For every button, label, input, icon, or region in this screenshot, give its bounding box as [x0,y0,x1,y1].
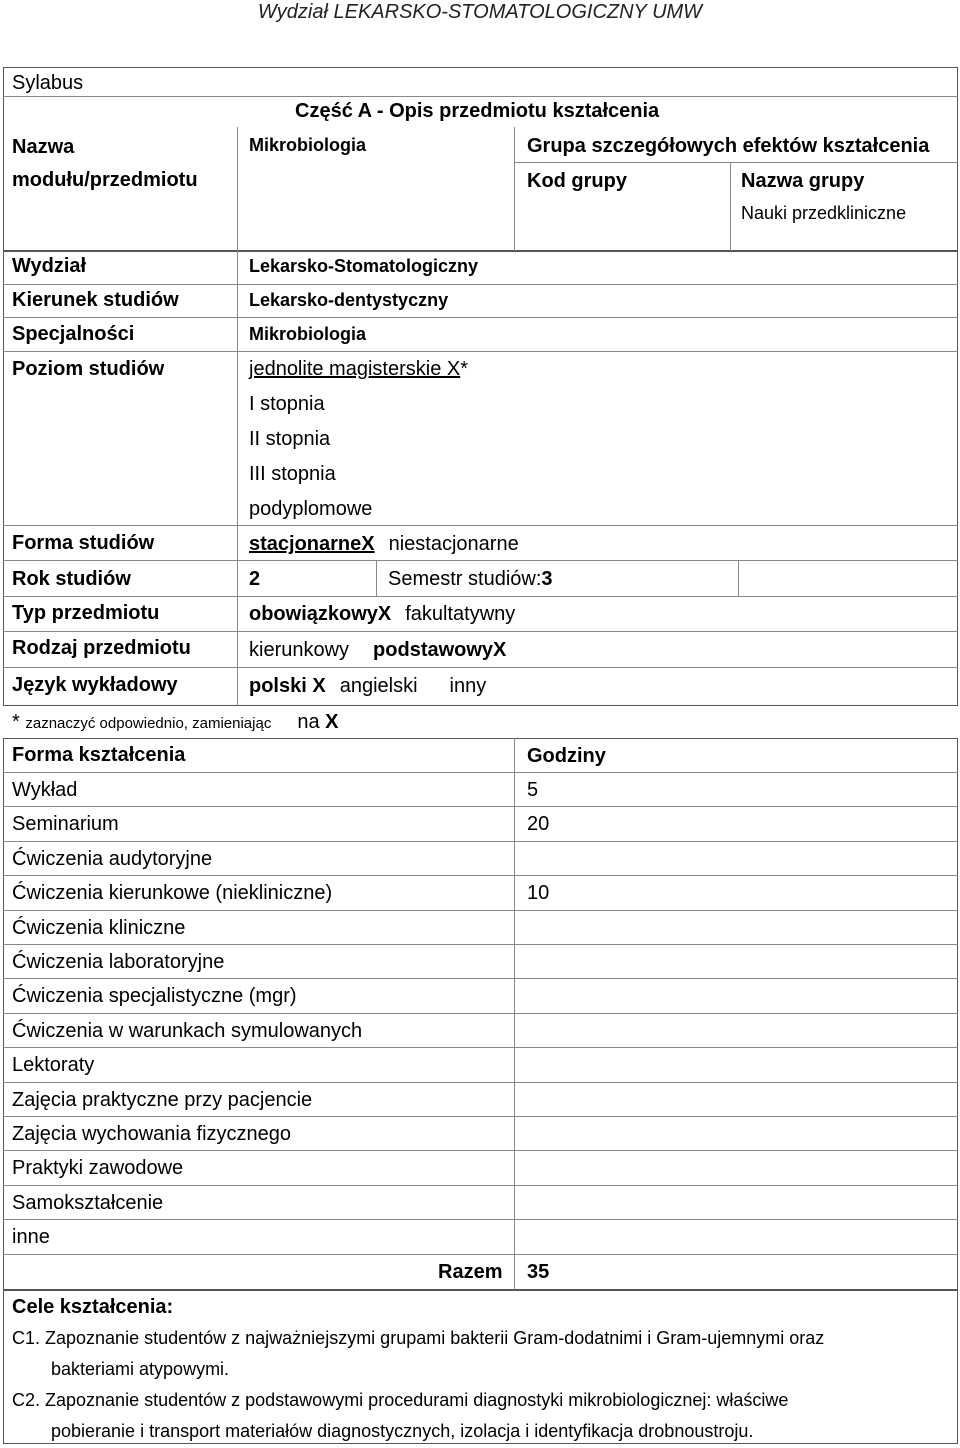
group-code-label: Kod grupy [527,170,627,192]
form-row-hours: 5 [527,779,539,801]
poziom-option: II stopnia [249,428,331,450]
goals-title: Cele kształcenia: [12,1296,174,1318]
form-row-label: Ćwiczenia laboratoryjne [12,951,225,973]
forma-value: stacjonarneX niestacjonarne [249,533,519,555]
form-row-hours: 20 [527,813,550,835]
form-row-label: Ćwiczenia audytoryjne [12,848,213,870]
specjalnosci-label: Specjalności [12,323,135,345]
poziom-option: III stopnia [249,463,336,485]
form-row-label: inne [12,1226,50,1248]
wydzial-label: Wydział [12,255,87,277]
jezyk-label: Język wykładowy [12,674,178,696]
part-title: Część A - Opis przedmiotu kształcenia [295,100,660,122]
total-label: Razem [438,1261,503,1283]
poziom-option: podyplomowe [249,498,373,520]
typ-label: Typ przedmiotu [12,602,160,624]
form-row-label: Ćwiczenia specjalistyczne (mgr) [12,985,297,1007]
group-name-label: Nazwa grupy [741,170,865,192]
marking-note: * zaznaczyć odpowiednio, zamieniając na X [12,711,339,733]
goal-c1: C1. Zapoznanie studentów z najważniejszymi grupami bakterii Gram-dodatnimi i Gram-ujemnymi oraz [12,1328,825,1348]
module-label: Nazwa [12,136,75,158]
forma-label: Forma studiów [12,532,155,554]
rodzaj-value: kierunkowy podstawowyX [249,639,507,661]
form-row-label: Wykład [12,779,78,801]
jezyk-value: polski X angielski inny [249,675,487,697]
forms-header-label: Forma kształcenia [12,744,186,766]
forms-header-hours: Godziny [527,745,606,767]
form-row-label: Praktyki zawodowe [12,1157,184,1179]
kierunek-value: Lekarsko-dentystyczny [249,290,449,310]
poziom-option: I stopnia [249,393,325,415]
form-row-label: Lektoraty [12,1054,95,1076]
rok-label: Rok studiów [12,568,131,590]
total-value: 35 [527,1261,550,1283]
wydzial-value: Lekarsko-Stomatologiczny [249,256,479,276]
typ-value: obowiązkowyX fakultatywny [249,603,516,625]
kierunek-label: Kierunek studiów [12,289,179,311]
group-name-value: Nauki przedkliniczne [741,203,907,223]
form-row-label: Zajęcia praktyczne przy pacjencie [12,1089,313,1111]
goal-c2-cont: pobieranie i transport materiałów diagnostycznych, izolacja i identyfikacja drobnoustroju. [51,1421,754,1441]
poziom-label: Poziom studiów [12,358,165,380]
module-value: Mikrobiologia [249,135,366,155]
form-row-label: Ćwiczenia kierunkowe (niekliniczne) [12,882,333,904]
specjalnosci-value: Mikrobiologia [249,324,366,344]
group-title: Grupa szczegółowych efektów kształcenia [527,135,930,157]
form-row-hours: 10 [527,882,550,904]
goal-c2: C2. Zapoznanie studentów z podstawowymi procedurami diagnostyki mikrobiologicznej: właściwe [12,1390,789,1410]
form-row-label: Ćwiczenia kliniczne [12,917,186,939]
semestr: Semestr studiów:3 [388,568,553,590]
form-row-label: Ćwiczenia w warunkach symulowanych [12,1020,363,1042]
goal-c1-cont: bakteriami atypowymi. [51,1359,230,1379]
module-label-2: modułu/przedmiotu [12,169,198,191]
form-row-label: Seminarium [12,813,119,835]
poziom-selected: jednolite magisterskie X* [249,358,469,380]
rodzaj-label: Rodzaj przedmiotu [12,637,191,659]
rok-value: 2 [249,568,261,590]
form-row-label: Samokształcenie [12,1192,164,1214]
page-header: Wydział LEKARSKO-STOMATOLOGICZNY UMW [257,1,703,23]
section-label: Sylabus [12,72,84,94]
form-row-label: Zajęcia wychowania fizycznego [12,1123,292,1145]
